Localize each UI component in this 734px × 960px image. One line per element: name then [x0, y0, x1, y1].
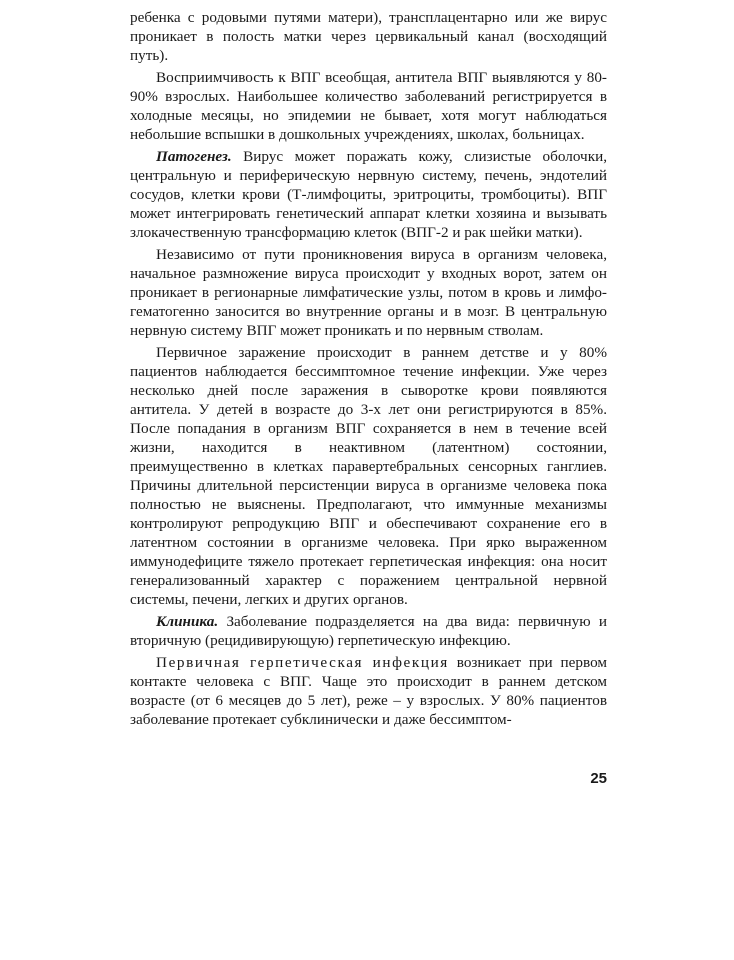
paragraph-clinic: [130, 612, 607, 650]
paragraph-2: [130, 68, 607, 144]
page-text: [130, 8, 607, 729]
paragraph-2-text: Восприимчивость к ВПГ всеобщая, антитела ВПГ выявляются у 80-90% взрослых. Наибольшее количество заболеваний регистрируется в холодные месяцы, но эпидемии не бывает, хотя могут наблюдаться небольшие вспышки в дошкольных учреждениях, школах, больницах.: [130, 69, 607, 143]
paragraph-5-text: Первичное заражение происходит в раннем детстве и у 80% пациентов наблюдается бессимптомное течение инфекции. Уже через несколько дней после заражения в сыворотке крови появляются антитела. У детей в возрасте до 3-х лет они регистрируются в 85%. После попадания в организм ВПГ сохраняется в нем в течение всей жизни, находится в неактивном (латентном) состоянии, преимущественно в клетках паравертебральных сенсорных ганглиев. Причины длительной персистенции вируса в организме человека пока полностью не выяснены. Предполагают, что иммунные механизмы контролируют репродукцию ВПГ и обеспечивают сохранение его в латентном состоянии в организме человека. При ярко выраженном иммунодефиците тяжело протекает герпетическая инфекция: она носит генерализованный характер с поражением центральной нервной системы, печени, легких и других органов.: [130, 344, 607, 608]
paragraph-1: [130, 8, 607, 65]
paragraph-7-text: возникает при первом контакте человека с ВПГ. Чаще это происходит в раннем детском возрасте (от 6 месяцев до 5 лет), реже – у взрослых. У 80% пациентов заболевание протекает субклинически и даже бессимптом-: [130, 654, 608, 728]
primary-infection-term: Первичная герпетическая инфекция: [156, 654, 449, 671]
clinic-heading: Клиника.: [156, 613, 219, 630]
paragraph-4: [130, 245, 607, 340]
paragraph-pathogenesis: [130, 147, 607, 242]
paragraph-4-text: Независимо от пути проникновения вируса в организм человека, начальное размножение вируса происходит у входных ворот, затем он проникает в регионарные лимфатические узлы, потом в кровь и лимфо-гематогенно заносится во внутренние органы и в мозг. В центральную нервную систему ВПГ может проникать и по нервным стволам.: [130, 246, 607, 339]
paragraph-primary-infection: [130, 653, 607, 729]
pathogenesis-heading: Патогенез.: [156, 148, 232, 165]
paragraph-3-text: Вирус может поражать кожу, слизистые оболочки, центральную и периферическую нервную систему, печень, эндотелий сосудов, клетки крови (Т-лимфоциты, эритроциты, тромбоциты). ВПГ может интегрировать генетический аппарат клетки хозяина и вызывать злокачественную трансформацию клеток (ВПГ-2 и рак шейки матки).: [130, 148, 607, 241]
paragraph-6-text: Заболевание подразделяется на два вида: первичную и вторичную (рецидивирующую) герпетическую инфекцию.: [130, 613, 607, 649]
paragraph-5: [130, 343, 607, 609]
page-number: 25: [590, 770, 607, 787]
book-page: [130, 8, 607, 729]
paragraph-1-text: ребенка с родовыми путями матери), трансплацентарно или же вирус проникает в полость матки через цервикальный канал (восходящий путь).: [130, 9, 607, 64]
